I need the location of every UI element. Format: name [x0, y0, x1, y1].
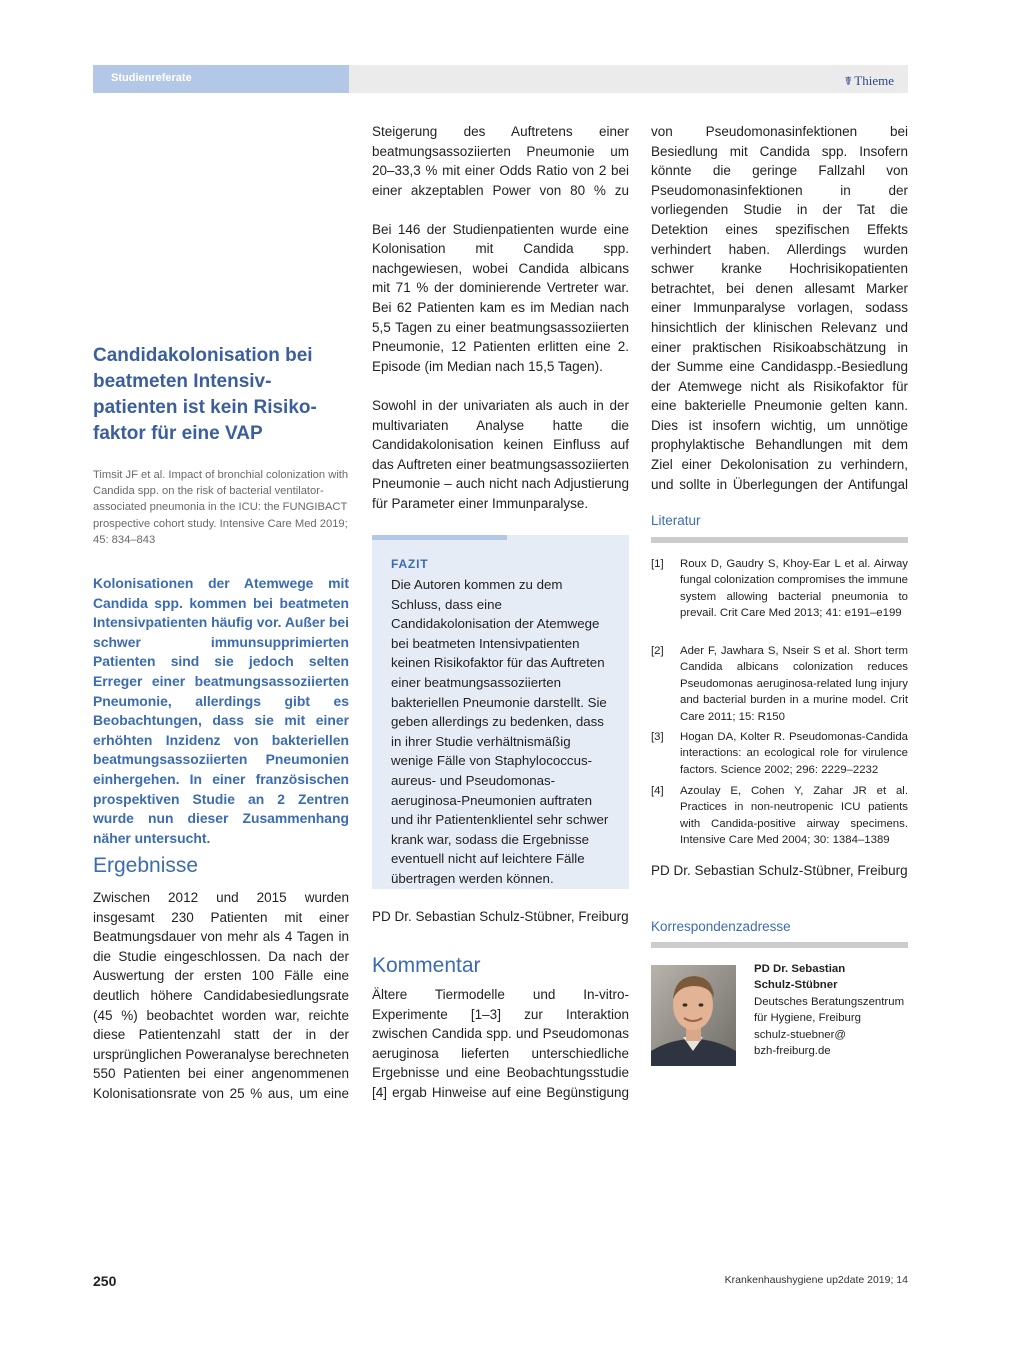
contact-org-2: für Hygiene, Freiburg	[754, 1012, 861, 1025]
results-col2	[372, 122, 629, 533]
comment-paragraph: Ältere Tiermodelle und In-vitro-Experimente [1–3] zur Interaktion zwischen Candida spp. und Pseudomonas aeruginosa lieferten unterschiedliche Ergebnisse und eine Beobachtungsstudie [4] ergab Hinweise auf eine Begünstigung	[372, 987, 629, 1100]
correspondence-heading: Korrespondenzadresse	[651, 919, 791, 934]
fazit-box	[372, 535, 629, 889]
article-citation: Timsit JF et al. Impact of bronchial colonization with Candida spp. on the risk of bacterial ventilator-associated pneumonia in the ICU: the FUNGIBACT prospective cohort study. Intensive Care Med 2019; 45: 834–843	[93, 469, 349, 546]
fazit-accent-bar	[372, 535, 507, 540]
reference-text: Roux D, Gaudry S, Khoy-Ear L et al. Airway fungal colonization compromises the immune system allowing bacterial pneumonia to prevail. Crit Care Med 2013; 41: e191–e199	[680, 558, 908, 620]
reference-text: Azoulay E, Cohen Y, Zahar JR et al. Practices in non-neutropenic ICU patients with Candida-positive airway specimens. Intensive Care Med 2004; 30: 1384–1389	[680, 785, 908, 847]
comment-heading: Kommentar	[372, 954, 481, 977]
reference-number: [3]	[651, 731, 664, 743]
comment-col2	[372, 985, 629, 1103]
journal-reference: Krankenhaushygiene up2date 2019; 14	[724, 1274, 908, 1286]
contact-name-2: Schulz-Stübner	[754, 979, 838, 992]
results-paragraph-2: Bei 146 der Studienpatienten wurde eine Kolonisation mit Candida spp. nachgewiesen, wobei Candida albicans mit 71 % der dominierende Vertreter war. Bei 62 Patienten kam es im Median nach 5,5 Tagen zu einer beatmungsassoziierten Pneumonie, 12 Patienten erlitten eine 2. Episode (im Median nach 15,5 Tagen).	[372, 221, 629, 374]
reference-text: Ader F, Jawhara S, Nseir S et al. Short term Candida albicans colonization reduces Pseudomonas aeruginosa-related lung injury and bacterial burden in a murine model. Crit Care 2011; 15: R150	[680, 645, 908, 723]
author-signature-2: PD Dr. Sebastian Schulz-Stübner, Freiburg	[651, 863, 908, 878]
author-portrait-icon	[651, 965, 736, 1066]
literature-divider	[651, 537, 908, 543]
results-col1	[93, 888, 349, 1103]
contact-org-1: Deutsches Beratungszentrum	[754, 995, 905, 1008]
results-heading: Ergebnisse	[93, 854, 199, 877]
literature-heading: Literatur	[651, 513, 701, 528]
results-p1-continuation	[372, 122, 629, 200]
comment-col3	[651, 122, 908, 498]
reference-number: [1]	[651, 558, 664, 570]
publisher-logo	[844, 73, 894, 89]
publisher-bar	[349, 65, 908, 93]
reference-text: Hogan DA, Kolter R. Pseudomonas-Candida interactions: an ecological role for virulence factors. Science 2002; 296: 2229–2232	[680, 731, 908, 776]
contact-block	[754, 961, 914, 1059]
contact-email-2[interactable]: bzh-freiburg.de	[754, 1045, 831, 1058]
correspondence-divider	[651, 942, 908, 948]
author-photo	[651, 965, 736, 1066]
comment-continuation-wrap	[651, 122, 908, 498]
publisher-name: Thieme	[854, 73, 894, 88]
contact-name-1: PD Dr. Sebastian	[754, 963, 846, 975]
results-paragraph-1-cont: Steigerung des Auftretens einer beatmungsassoziierten Pneumonie um 20–33,3 % mit einer Odds Ratio von 2 bei einer akzeptablen Power von 80 % zu	[372, 123, 629, 198]
author-signature-1: PD Dr. Sebastian Schulz-Stübner, Freiburg	[372, 909, 629, 924]
reference-number: [2]	[651, 645, 664, 657]
article-lead: Kolonisationen der Atemwege mit Candida spp. kommen bei beatmeten Intensivpatienten häufig vor. Außer bei schwer immunsupprimierten Patienten sind sie jedoch selten Erreger einer beatmungsassoziierten Pneumonie, allerdings gibt es Beobachtungen, dass sie mit einer erhöhten Inzidenz von bakteriellen beatmungsassoziierten Pneumonien einhergehen. In einer französischen prospektiven Studie an 2 Zentren wurde nun dieser Zusammenhang näher untersucht.	[93, 575, 349, 846]
page-number: 250	[93, 1273, 117, 1289]
fazit-text: Die Autoren kommen zu dem Schluss, dass eine Candidakolonisation der Atemwege bei beatmeten Intensivpatienten keinen Risikofaktor für das Auftreten einer beatmungsassoziierten bakteriellen Pneumonie darstellt. Sie geben allerdings zu bedenken, dass in ihrer Studie verhältnismäßig wenige Fälle von Staphylococcus-aureus- und Pseudomonas-aeruginosa-Pneumonien auftraten und ihr Patientenklientel sehr schwer krank war, sodass die Ergebnisse eventuell nicht auf leichtere Fälle übertragen werden können.	[391, 577, 609, 886]
results-paragraph-1: Zwischen 2012 und 2015 wurden insgesamt 230 Patienten mit einer Beatmungsdauer von mehr als 4 Tagen in die Studie eingeschlossen. Da nach der Auswertung der ersten 100 Fälle eine deutlich höhere Candidabesiedlungsrate (45 %) beobachtet worden war, reichte diese Patientenzahl statt der in der ursprünglichen Poweranalyse berechneten 550 Patienten bei einer angenommenen Kolonisationsrate von 25 % aus, um eine	[93, 890, 349, 1101]
contact-email-1[interactable]: schulz-stuebner@	[754, 1028, 846, 1041]
results-paragraph-3: Sowohl in der univariaten als auch in der multivariaten Analyse hatte die Candidakolonisation keinen Einfluss auf das Auftreten einer beatmungsassoziierten Pneumonie – auch nicht nach Adjustierung für Parameter einer Immunparalyse.	[372, 397, 629, 511]
article-title: Candidakolonisation bei beatmeten Intensiv-patienten ist kein Risiko-faktor für eine VAP	[93, 345, 317, 444]
fazit-label: FAZIT	[391, 557, 429, 571]
section-label: Studienreferate	[111, 72, 192, 84]
comment-paragraph-cont: von Pseudomonasinfektionen bei Besiedlung mit Candida spp. Insofern könnte die geringe Fallzahl von Pseudomonasinfektionen in der vorliegenden Studie in der Tat die Detektion eines spezifischen Effekts verhindert haben. Allerdings wurden schwer kranke Hochrisikopatienten betrachtet, bei denen allesamt Marker einer Immunparalyse vorlagen, sodass hinsichtlich der klinischen Relevanz und einer praktischen Risikoabschätzung in der Summe eine Candidaspp.-Besiedlung der Atemwege nicht als Risikofaktor für eine bakterielle Pneumonie gelten kann. Dies ist insofern wichtig, um unnötige prophylaktische Behandlungen mit dem Ziel einer Dekolonisation zu verhindern, und sollte in Überlegungen der Antifungal	[651, 123, 908, 492]
thieme-logo-icon: ☤	[844, 74, 853, 88]
reference-number: [4]	[651, 785, 664, 797]
section-header	[93, 65, 349, 93]
